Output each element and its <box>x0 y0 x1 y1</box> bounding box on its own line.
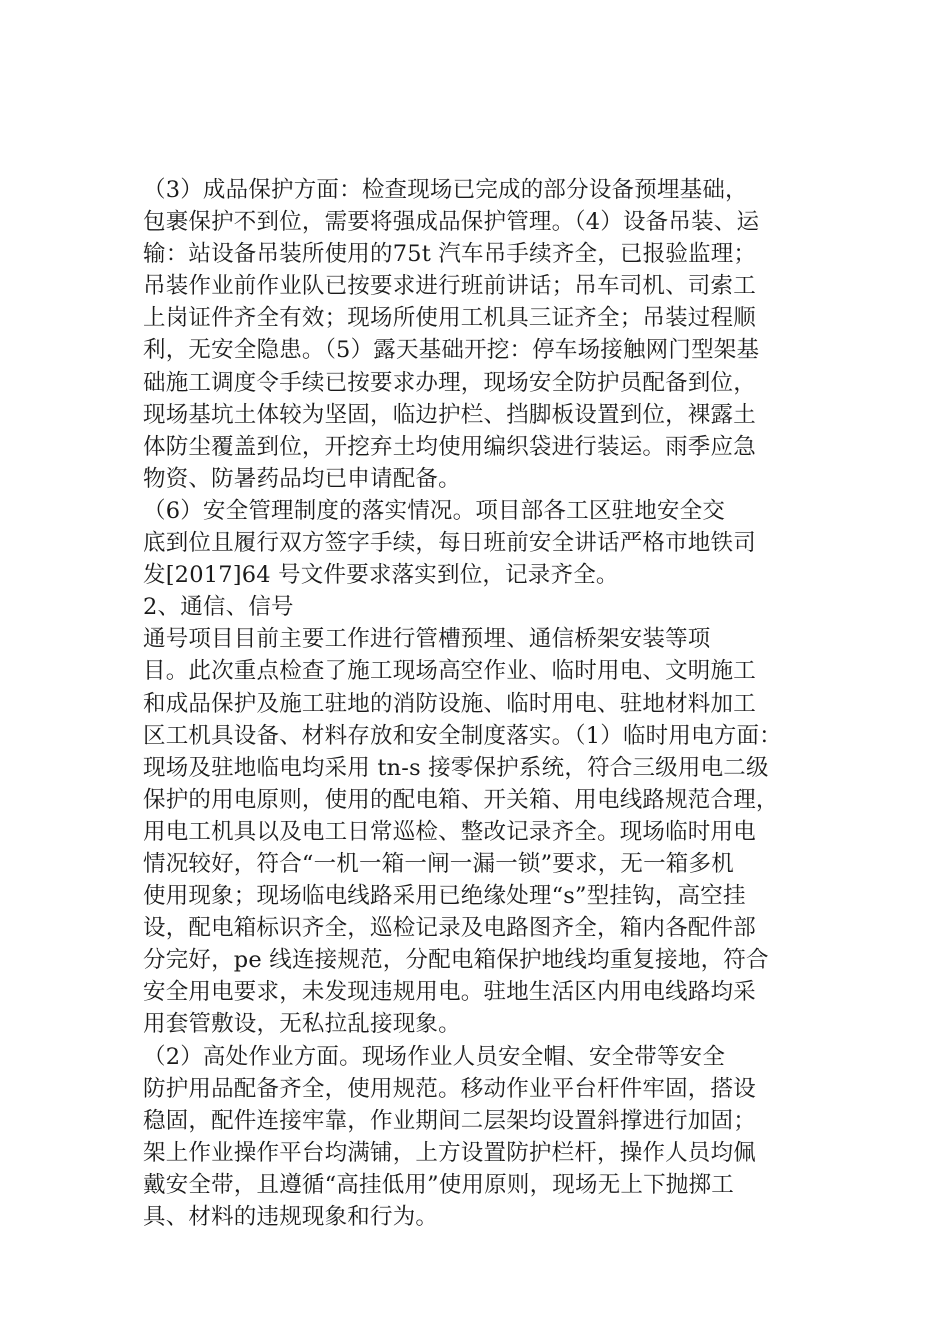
text-line: 戴安全带，且遵循“高挂低用”使用原则，现场无上下抛掷工 <box>143 1171 734 1198</box>
text-line: （2）高处作业方面。现场作业人员安全帽、安全带等安全 <box>143 1043 726 1070</box>
text-line: 现场及驻地临电均采用 tn-s 接零保护系统，符合三级用电二级 <box>143 754 769 781</box>
text-line: 目。此次重点检查了施工现场高空作业、临时用电、文明施工 <box>143 658 756 685</box>
text-line: 情况较好，符合“一机一箱一闸一漏一锁”要求，无一箱多机 <box>143 850 734 877</box>
text-line: 底到位且履行双方签字手续，每日班前安全讲话严格市地铁司 <box>143 530 756 557</box>
text-line: 现场基坑土体较为坚固，临边护栏、挡脚板设置到位，裸露土 <box>143 401 756 428</box>
document-body <box>143 174 833 1233</box>
text-line: 上岗证件齐全有效；现场所使用工机具三证齐全；吊装过程顺 <box>143 305 756 332</box>
text-line: 包裹保护不到位，需要将强成品保护管理。（4）设备吊装、运 <box>143 209 760 236</box>
text-line: 设，配电箱标识齐全，巡检记录及电路图齐全，箱内各配件部 <box>143 915 756 942</box>
text-line: 发[2017]64 号文件要求落实到位，记录齐全。 <box>143 562 619 589</box>
text-line: （3）成品保护方面：检查现场已完成的部分设备预埋基础， <box>143 177 748 203</box>
text-line: 输：站设备吊装所使用的75t 汽车吊手续齐全，已报验监理； <box>143 241 757 268</box>
text-line: 础施工调度令手续已按要求办理，现场安全防护员配备到位， <box>143 369 756 396</box>
text-line: 防护用品配备齐全，使用规范。移动作业平台杆件牢固，搭设 <box>143 1075 756 1102</box>
text-line: 稳固，配件连接牢靠，作业期间二层架均设置斜撑进行加固； <box>143 1107 756 1134</box>
text-line: 吊装作业前作业队已按要求进行班前讲话；吊车司机、司索工 <box>143 273 756 300</box>
text-line: 体防尘覆盖到位，开挖弃土均使用编织袋进行装运。雨季应急 <box>143 433 756 460</box>
section-heading: 2、通信、信号 <box>143 594 294 621</box>
text-line: 具、材料的违规现象和行为。 <box>143 1204 439 1230</box>
text-line: 保护的用电原则，使用的配电箱、开关箱、用电线路规范合理， <box>143 786 779 813</box>
text-line: 架上作业操作平台均满铺，上方设置防护栏杆，操作人员均佩 <box>143 1139 756 1166</box>
text-line: 使用现象；现场临电线路采用已绝缘处理“s”型挂钩，高空挂 <box>143 883 746 910</box>
text-line: 和成品保护及施工驻地的消防设施、临时用电、驻地材料加工 <box>143 690 756 717</box>
text-line: 区工机具设备、材料存放和安全制度落实。（1）临时用电方面： <box>143 722 782 749</box>
text-line: （6）安全管理制度的落实情况。项目部各工区驻地安全交 <box>143 497 726 524</box>
text-line: 利，无安全隐患。（5）露天基础开挖：停车场接触网门型架基 <box>143 337 760 364</box>
text-line: 通号项目目前主要工作进行管槽预埋、通信桥架安装等项 <box>143 626 711 653</box>
text-line: 物资、防暑药品均已申请配备。 <box>143 465 461 492</box>
text-line: 用电工机具以及电工日常巡检、整改记录齐全。现场临时用电 <box>143 818 756 845</box>
text-line: 分完好，pe 线连接规范，分配电箱保护地线均重复接地，符合 <box>143 947 769 974</box>
text-line: 用套管敷设，无私拉乱接现象。 <box>143 1011 461 1038</box>
text-line: 安全用电要求，未发现违规用电。驻地生活区内用电线路均采 <box>143 979 756 1006</box>
